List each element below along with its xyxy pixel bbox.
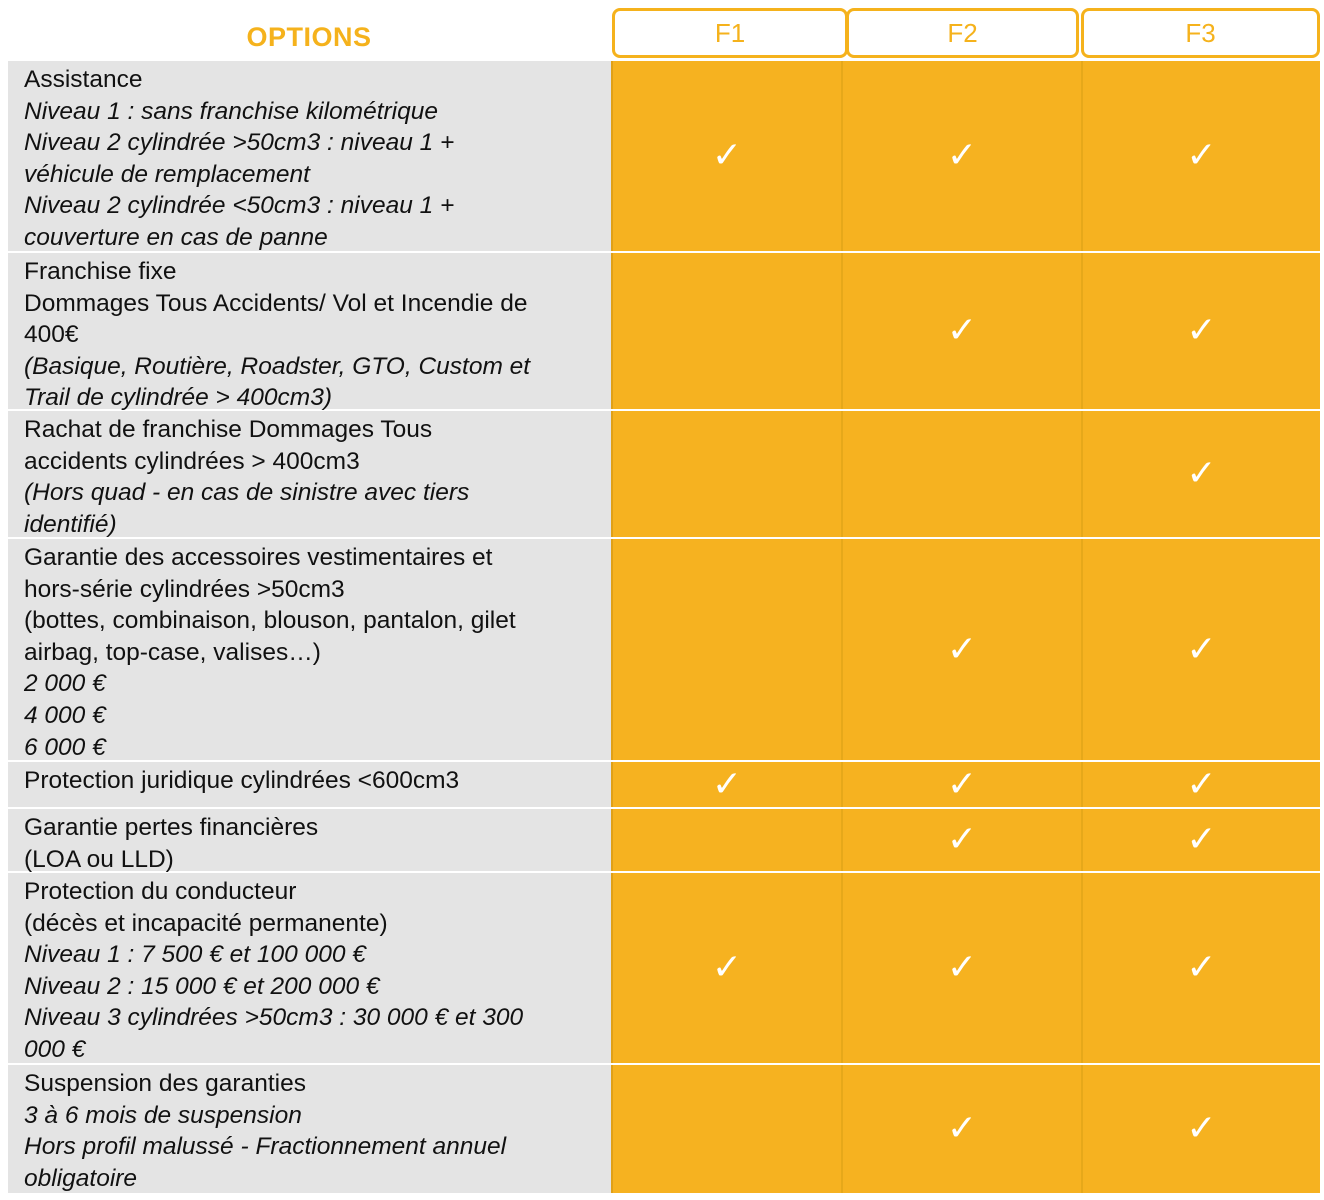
option-text-line: Hors profil malussé - Fractionnement annuel (24, 1133, 507, 1161)
option-text-line: (bottes, combinaison, blouson, pantalon, gilet (24, 607, 516, 635)
checkmark-icon: ✓ (1186, 628, 1217, 670)
table-row (8, 1065, 1320, 1195)
option-text-line: Garantie pertes financières (24, 814, 319, 841)
option-text-line: Niveau 2 cylindrée <50cm3 : niveau 1 + (24, 192, 455, 220)
option-text-line: Niveau 3 cylindrées >50cm3 : 30 000 € et 300 (24, 1004, 524, 1032)
option-text-line: Protection juridique cylindrées <600cm3 (24, 767, 460, 794)
check-cell-f3 (1081, 539, 1320, 760)
checkmark-icon: ✓ (946, 947, 978, 988)
option-text-line: Protection du conducteur (24, 878, 297, 905)
option-label-cell (8, 61, 611, 251)
check-cell-f3 (1081, 873, 1320, 1063)
checkmark-icon: ✓ (946, 819, 978, 860)
option-text-line: Niveau 1 : 7 500 € et 100 000 € (24, 941, 366, 969)
option-text-line: 3 à 6 mois de suspension (24, 1101, 302, 1129)
option-text-line: Rachat de franchise Dommages Tous (24, 416, 433, 443)
checkmark-icon: ✓ (946, 628, 978, 670)
checkmark-icon: ✓ (1186, 763, 1217, 805)
check-cell-f2 (841, 61, 1081, 251)
checkmark-icon: ✓ (946, 310, 978, 351)
option-label-cell (8, 539, 611, 760)
option-text-line: 2 000 € (24, 670, 106, 698)
option-text-line: (LOA ou LLD) (24, 845, 174, 873)
option-text-line: obligatoire (24, 1164, 138, 1192)
checkmark-icon: ✓ (1186, 947, 1217, 988)
options-heading: OPTIONS (246, 22, 372, 52)
option-text-line: Franchise fixe (24, 258, 177, 285)
check-cell-f3 (1081, 61, 1320, 251)
option-label-cell (8, 1065, 611, 1193)
options-table (8, 61, 1320, 1195)
option-text-line: airbag, top-case, valises…) (24, 638, 321, 666)
checkmark-icon: ✓ (1186, 135, 1217, 176)
option-text-line: Suspension des garanties (24, 1070, 306, 1097)
table-row (8, 61, 1320, 253)
check-cell-f2 (841, 762, 1081, 807)
check-cell-f3 (1081, 762, 1320, 807)
option-text-line: identifié) (24, 510, 117, 538)
option-label-cell (8, 873, 611, 1063)
option-text-line: (Basique, Routière, Roadster, GTO, Custom et (24, 352, 531, 380)
option-text-line: 4 000 € (24, 701, 106, 729)
check-cell-f1 (611, 809, 841, 871)
option-text-line: (décès et incapacité permanente) (24, 909, 388, 937)
checkmark-icon: ✓ (1186, 1108, 1217, 1149)
option-text-line: Niveau 2 : 15 000 € et 200 000 € (24, 972, 380, 1000)
check-cell-f2 (841, 873, 1081, 1063)
check-cell-f1 (611, 411, 841, 537)
checkmark-icon: ✓ (946, 1108, 978, 1149)
column-header-f1: F1 (612, 8, 848, 58)
table-row (8, 411, 1320, 539)
check-cell-f1 (611, 539, 841, 760)
option-text-line: Trail de cylindrée > 400cm3) (24, 384, 332, 412)
option-text-line: couverture en cas de panne (24, 223, 328, 251)
option-label-cell (8, 762, 611, 807)
table-row (8, 762, 1320, 809)
check-cell-f1 (611, 253, 841, 409)
table-row (8, 873, 1320, 1065)
check-cell-f3 (1081, 1065, 1320, 1193)
check-cell-f1 (611, 1065, 841, 1193)
option-label-cell (8, 809, 611, 871)
checkmark-icon: ✓ (711, 135, 743, 176)
option-label-cell (8, 253, 611, 412)
option-text-line: Assistance (24, 66, 143, 93)
table-row (8, 539, 1320, 762)
table-header (0, 0, 1324, 62)
option-text-line: 000 € (24, 1035, 86, 1063)
check-cell-f2 (841, 253, 1081, 409)
table-row (8, 809, 1320, 873)
option-text-line: Niveau 1 : sans franchise kilométrique (24, 97, 438, 125)
table-row (8, 253, 1320, 411)
option-text-line: Garantie des accessoires vestimentaires et (24, 544, 493, 571)
checkmark-icon: ✓ (711, 763, 743, 805)
option-text-line: Niveau 2 cylindrée >50cm3 : niveau 1 + (24, 129, 455, 157)
checkmark-icon: ✓ (946, 135, 978, 176)
check-cell-f1 (611, 61, 841, 251)
checkmark-icon: ✓ (1186, 453, 1217, 494)
check-cell-f2 (841, 539, 1081, 760)
check-cell-f2 (841, 1065, 1081, 1193)
column-header-f2: F2 (846, 8, 1079, 58)
option-text-line: 6 000 € (24, 733, 106, 761)
checkmark-icon: ✓ (946, 763, 978, 805)
column-header-f3: F3 (1081, 8, 1320, 58)
option-text-line: accidents cylindrées > 400cm3 (24, 447, 360, 475)
checkmark-icon: ✓ (711, 947, 743, 988)
option-text-line: hors-série cylindrées >50cm3 (24, 575, 345, 603)
check-cell-f2 (841, 809, 1081, 871)
checkmark-icon: ✓ (1186, 819, 1217, 860)
check-cell-f3 (1081, 809, 1320, 871)
check-cell-f3 (1081, 411, 1320, 537)
option-text-line: 400€ (24, 321, 79, 349)
option-text-line: (Hors quad - en cas de sinistre avec tiers (24, 479, 470, 507)
check-cell-f2 (841, 411, 1081, 537)
option-label-cell (8, 411, 611, 537)
checkmark-icon: ✓ (1186, 310, 1217, 351)
check-cell-f1 (611, 762, 841, 807)
check-cell-f3 (1081, 253, 1320, 409)
check-cell-f1 (611, 873, 841, 1063)
option-text-line: véhicule de remplacement (24, 160, 310, 188)
option-text-line: Dommages Tous Accidents/ Vol et Incendie de (24, 289, 528, 317)
